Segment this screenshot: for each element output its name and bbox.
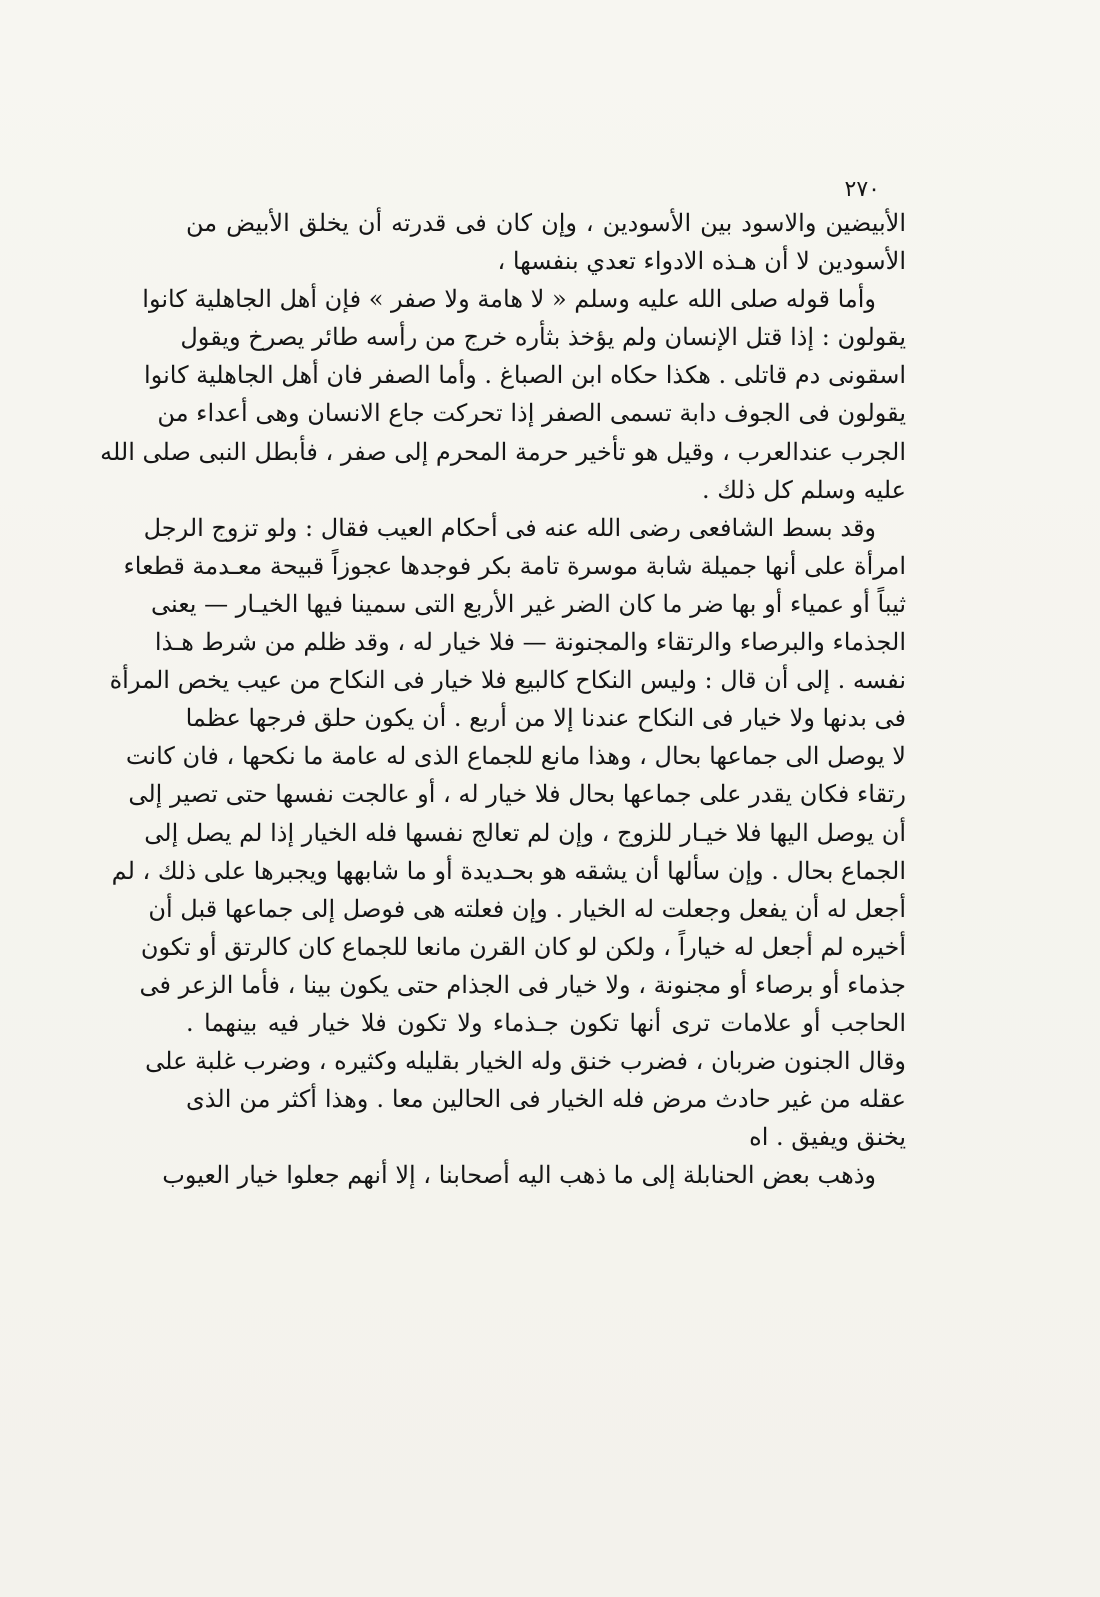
text-line: الأسودين لا أن هـذه الادواء تعدي بنفسها ، (497, 247, 906, 276)
text-line: ثيباً أو عمياء أو بها ضر ما كان الضر غير الأربع التى سمينا فيها الخيـار — يعنى (150, 589, 906, 618)
text-line: وذهب بعض الحنابلة إلى ما ذهب اليه أصحابنا ، إلا أنهم جعلوا خيار العيوب (162, 1161, 876, 1190)
text-line: فى بدنها ولا خيار فى النكاح عندنا إلا من أربع . أن يكون حلق فرجها عظما (185, 704, 906, 733)
text-line: وقد بسط الشافعى رضى الله عنه فى أحكام العيب فقال : ولو تزوج الرجل (143, 513, 876, 542)
text-line: عقله من غير حادث مرض فله الخيار فى الحالين معا . وهذا أكثر من الذى (186, 1085, 906, 1114)
text-line: وقال الجنون ضربان ، فضرب خنق وله الخيار بقليله وكثيره ، وضرب غلبة على (145, 1047, 906, 1076)
text-line: الجذماء والبرصاء والرتقاء والمجنونة — فلا خيار له ، وقد ظلم من شرط هـذا (154, 628, 906, 657)
text-line: أن يوصل اليها فلا خيـار للزوج ، وإن لم تعالج نفسها فله الخيار إذا لم يصل إلى (144, 818, 906, 847)
text-line: عليه وسلم كل ذلك . (702, 475, 906, 504)
text-line: أخيره لم أجعل له خياراً ، ولكن لو كان القرن مانعا للجماع كان كالرتق أو تكون (140, 932, 906, 961)
text-line: امرأة على أنها جميلة شابة موسرة تامة بكر فوجدها عجوزاً قبيحة معـدمة قطعاء (123, 551, 906, 580)
text-line: يقولون فى الجوف دابة تسمى الصفر إذا تحركت جاع الانسان وهى أعداء من (157, 399, 906, 428)
page-number: ٢٧٠ (844, 177, 880, 202)
text-line: الجماع بحال . وإن سألها أن يشقه هو بحـديدة أو ما شابهها ويجبرها على ذلك ، لم (111, 856, 906, 885)
text-line: الأبيضين والاسود بين الأسودين ، وإن كان فى قدرته أن يخلق الأبيض من (186, 209, 906, 237)
text-line: اسقونى دم قاتلى . هكذا حكاه ابن الصباغ . وأما الصفر فان أهل الجاهلية كانوا (144, 361, 906, 390)
text-line: لا يوصل الى جماعها بحال ، وهذا مانع للجماع الذى له عامة ما نكحها ، فان كانت (125, 742, 906, 771)
text-line: نفسه . إلى أن قال : وليس النكاح كالبيع فلا خيار فى النكاح من عيب يخص المرأة (109, 666, 906, 695)
text-line: وأما قوله صلى الله عليه وسلم « لا هامة ولا صفر » فإن أهل الجاهلية كانوا (142, 285, 876, 314)
text-line: رتقاء فكان يقدر على جماعها بحال فلا خيار له ، أو عالجت نفسها حتى تصير إلى (128, 780, 906, 809)
text-line: جذماء أو برصاء أو مجنونة ، ولا خيار فى الجذام حتى يكون بينا ، فأما الزعر فى (139, 970, 906, 999)
text-line: أجعل له أن يفعل وجعلت له الخيار . وإن فعلته هى فوصل إلى جماعها قبل أن (148, 894, 906, 923)
body-text (100, 204, 906, 1194)
text-line: الحاجب أو علامات ترى أنها تكون جـذماء ولا تكون فلا خيار فيه بينهما . (186, 1008, 906, 1037)
text-line: يقولون : إذا قتل الإنسان ولم يؤخذ بثأره خرج من رأسه طائر يصرخ ويقول (180, 323, 906, 352)
text-line: يخنق ويفيق . اه (749, 1123, 906, 1152)
text-line: الجرب عندالعرب ، وقيل هو تأخير حرمة المحرم إلى صفر ، فأبطل النبى صلى الله (100, 437, 906, 466)
